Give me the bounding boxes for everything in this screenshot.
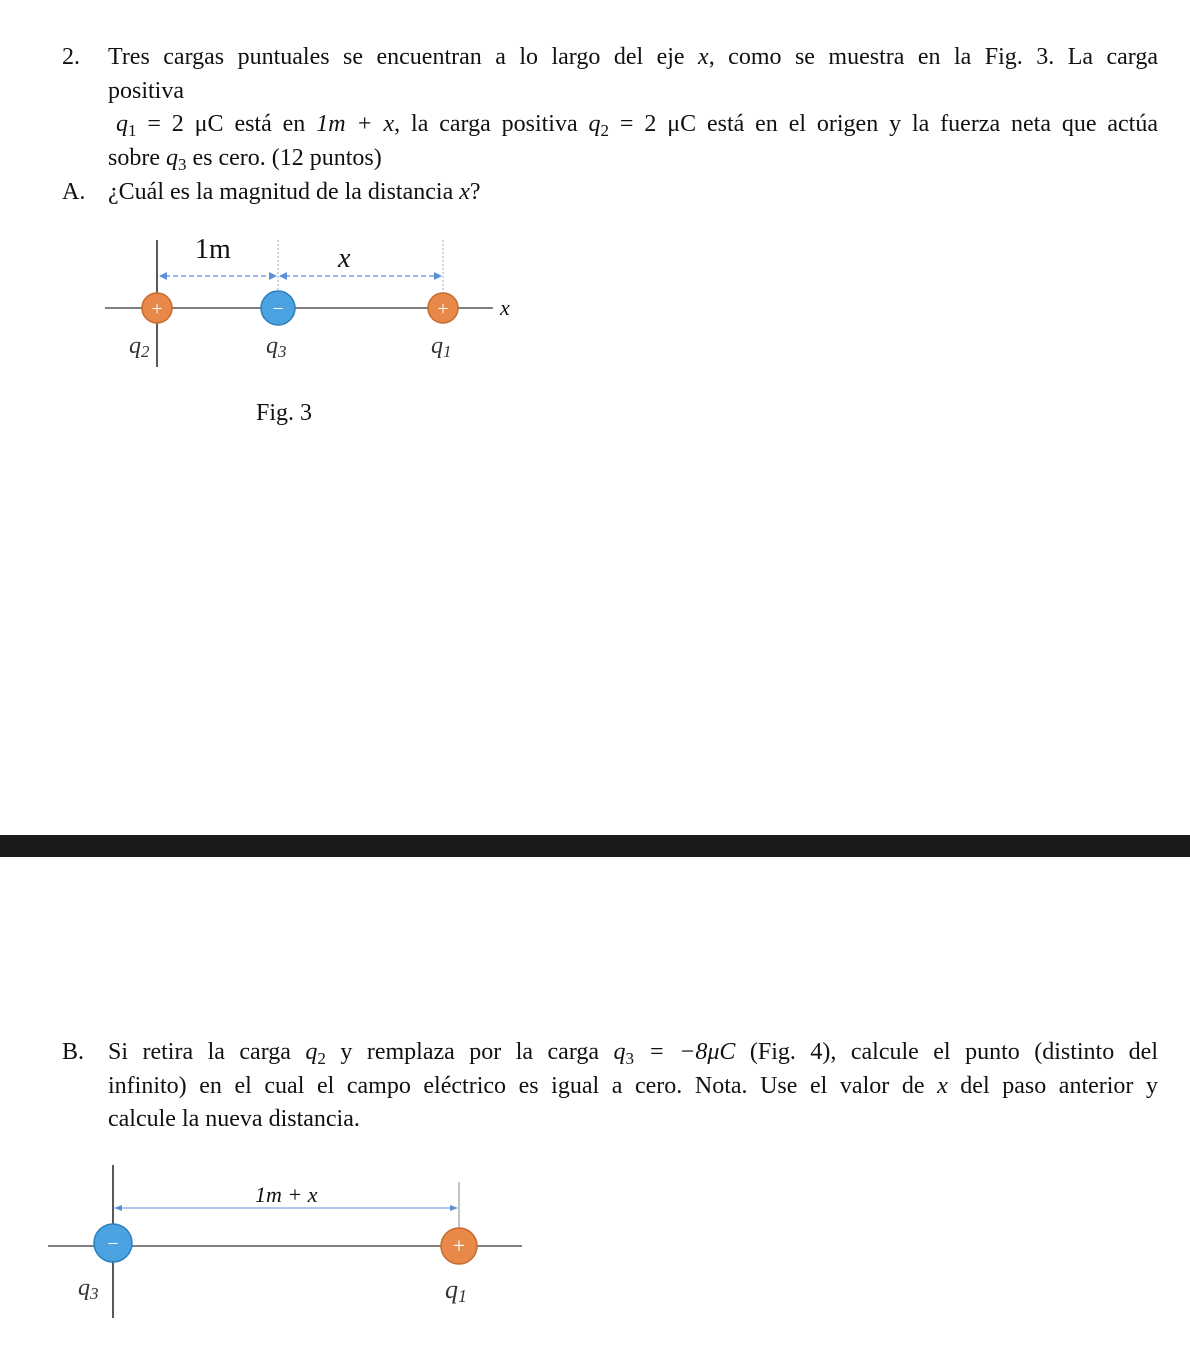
q3-symbol: $q_3$ xyxy=(165,145,187,174)
q1-symbol: $q_1$ xyxy=(116,111,137,140)
charge-q1-sign: + xyxy=(437,298,449,320)
problem-line-3-post: está en el origen y la fuerza neta que actúa xyxy=(696,111,1159,137)
dim-x-arrow-right xyxy=(434,272,442,280)
q2-symbol: $q_2$ xyxy=(588,111,610,140)
label-1m: 1m xyxy=(195,234,231,265)
part-b-line-2: infinito) en el cual el campo eléctrico es igual a cero. Nota. Use el valor de x del paso anterior y xyxy=(108,1073,1158,1099)
label-q3: q3 xyxy=(266,333,287,361)
figure-3 xyxy=(95,225,535,375)
dim-1m-arrow-left xyxy=(159,272,167,280)
label-1m-plus-x: 1m + x xyxy=(255,1182,318,1207)
charge-q1-fig4-sign: + xyxy=(452,1233,466,1258)
label-q2: q2 xyxy=(129,333,150,361)
dim-arrow-left-fig4 xyxy=(114,1205,122,1211)
q2-symbol-b: $q_2$ xyxy=(305,1039,326,1068)
axis-label-x: x xyxy=(500,295,510,320)
dark-separator-bar xyxy=(0,835,1190,857)
label-q1: q1 xyxy=(431,333,452,361)
dim-x-arrow-left xyxy=(279,272,287,280)
problem-line-1-pre: Tres cargas puntuales se encuentran a lo largo del eje xyxy=(108,44,699,70)
problem-line-3-mid: está en xyxy=(223,111,317,137)
problem-line-1-post: , como se muestra en la Fig. 3. La carga xyxy=(708,44,1158,70)
label-q3-fig4: q3 xyxy=(78,1275,99,1303)
charge-q3-fig4-sign: − xyxy=(107,1233,119,1255)
label-x: x xyxy=(338,243,351,274)
problem-number: 2. xyxy=(62,44,80,70)
dim-arrow-right-fig4 xyxy=(450,1205,458,1211)
problem-line-3-mid2: , la carga positiva xyxy=(394,111,589,137)
part-a-letter: A. xyxy=(62,179,86,205)
problem-line-3 xyxy=(116,107,1158,141)
dim-1m-arrow-right xyxy=(269,272,277,280)
part-b-line-1: Si retira la carga $q_2$ y remplaza por la carga $q_3 = -8\mu C$ (Fig. 4), calcule el punto (distinto del xyxy=(108,1039,1159,1068)
part-b-letter: B. xyxy=(62,1039,85,1065)
charge-q3-sign: − xyxy=(272,298,284,320)
charge-q2-sign: + xyxy=(151,298,163,320)
q3-symbol-b: $q_3$ xyxy=(613,1039,635,1068)
part-b-line-3: calcule la nueva distancia. xyxy=(108,1106,360,1132)
var-x: x xyxy=(698,44,709,70)
q1-value: = 2 μC xyxy=(136,111,224,137)
figure-3-caption: Fig. 3 xyxy=(256,400,313,426)
figure-4 xyxy=(40,1160,530,1325)
problem-line-1 xyxy=(108,40,1158,74)
label-q1-fig4: q1 xyxy=(445,1275,467,1306)
q2-value: = 2 μC xyxy=(609,111,697,137)
part-a-question: ¿Cuál es la magnitud de la distancia x? xyxy=(108,179,481,205)
q3-value-b: = −8μC xyxy=(634,1039,736,1065)
problem-line-2: positiva xyxy=(108,78,184,104)
q1-position: 1m + x xyxy=(316,111,395,137)
problem-line-4: sobre $q_3$ es cero. (12 puntos) xyxy=(108,145,382,174)
